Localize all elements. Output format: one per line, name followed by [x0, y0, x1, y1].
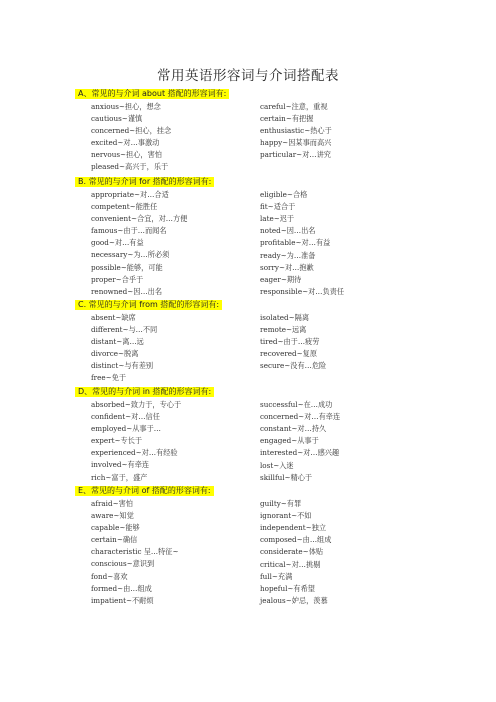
section-b-right-column: [260, 177, 344, 298]
list-item: ignorant~不如: [260, 511, 312, 521]
section-header-c: C. 常见的与介词 from 搭配的形容词有:: [75, 300, 222, 310]
list-item: [260, 300, 326, 312]
section-a-right-column: [260, 101, 332, 161]
list-item: different~与…不同: [91, 325, 158, 335]
list-item: constant~对…持久: [260, 424, 327, 434]
list-item: successful~在…成功: [260, 400, 333, 410]
list-item: eager~期待: [260, 274, 302, 284]
list-item: proper~合乎于: [91, 274, 144, 284]
list-item: eligible~合格: [260, 190, 308, 200]
list-item: pleased~高兴于，乐于: [91, 162, 169, 172]
list-item: isolated~隔离: [260, 313, 310, 323]
list-item: absent~缺席: [91, 313, 136, 322]
list-item: critical~对…挑剔: [260, 559, 321, 569]
section-c-left-column: [91, 312, 157, 385]
section-d-right-column: [260, 387, 340, 484]
list-item: impatient~不耐烦: [91, 595, 154, 605]
list-item: possible~能够，可能: [91, 262, 163, 272]
list-item: careful~注意，重视: [260, 102, 328, 111]
section-e-left-column: [91, 498, 179, 607]
section-b-left-column: [91, 189, 187, 298]
list-item: excited~对…事激动: [91, 138, 160, 148]
list-item: necessary~为…所必须: [91, 250, 170, 260]
list-item: divorce~脱离: [91, 349, 139, 359]
list-item: happy~因某事而高兴: [260, 138, 332, 148]
list-item: tired~由于…疲劳: [260, 337, 320, 347]
list-item: guilty~有罪: [260, 499, 302, 509]
section-header-e: E、常见的与介词 of 搭配的形容词有:: [75, 486, 214, 496]
section-a-left-column: [91, 101, 171, 174]
list-item: absorbed~致力于，专心于: [91, 400, 182, 409]
list-item: experienced~对…有经验: [91, 448, 178, 458]
list-item: distant~离…远: [91, 337, 144, 347]
list-item: noted~因…出名: [260, 226, 316, 236]
section-header-b: B. 常见的与介词 for 搭配的形容词有:: [75, 177, 214, 187]
list-item: expert~专长于: [91, 436, 143, 446]
list-item: formed~由…组成: [91, 583, 152, 593]
list-item: conscious~意识到: [91, 559, 155, 569]
list-item: capable~能够: [91, 523, 140, 533]
list-item: fit~适合于: [260, 202, 296, 212]
list-item: renowned~因…出名: [91, 286, 163, 296]
list-item: recovered~复原: [260, 349, 318, 359]
list-item: certain~确信: [91, 535, 138, 545]
list-item: interested~对…感兴趣: [260, 448, 340, 458]
list-item: composed~由…组成: [260, 535, 332, 545]
list-item: cautious~谨慎: [91, 114, 143, 124]
list-item: afraid~害怕: [91, 499, 133, 508]
list-item: ready~为…准备: [260, 250, 316, 260]
list-item: remote~远离: [260, 325, 307, 335]
list-item: [260, 387, 340, 399]
list-item: concerned~对…有牵连: [260, 412, 341, 422]
list-item: particular~对…讲究: [260, 150, 331, 160]
list-item: jealous~妒忌，羡慕: [260, 595, 328, 605]
list-item: late~迟于: [260, 214, 295, 224]
list-item: characteristic 呈…特征~: [91, 547, 179, 557]
list-item: sorry~对…抱歉: [260, 262, 314, 272]
section-d-left-column: [91, 399, 181, 484]
list-item: lost~入迷: [260, 460, 294, 470]
section-header-d: D、常见的与介词 in 搭配的形容词有:: [75, 387, 214, 397]
section-header-a: A、常见的与介词 about 搭配的形容词有:: [75, 89, 229, 99]
list-item: rich~富于，盛产: [91, 472, 148, 482]
list-item: considerate~体贴: [260, 547, 324, 557]
list-item: nervous~担心，害怕: [91, 150, 162, 160]
list-item: employed~从事于…: [91, 424, 161, 434]
list-item: [260, 486, 331, 498]
list-item: concerned~担心，挂念: [91, 126, 172, 136]
page-title: 常用英语形容词与介词搭配表: [157, 68, 339, 84]
list-item: famous~由于…而闻名: [91, 226, 167, 236]
list-item: enthusiastic~热心于: [260, 126, 332, 136]
list-item: full~充满: [260, 571, 293, 581]
list-item: skillful~精心于: [260, 472, 313, 482]
list-item: anxious~担心，想念: [91, 102, 161, 111]
list-item: involved~有牵连: [91, 460, 150, 470]
list-item: [260, 177, 344, 189]
list-item: distinct~与有差别: [91, 361, 154, 371]
list-item: engaged~从事于: [260, 436, 319, 446]
list-item: certain~有把握: [260, 114, 314, 124]
section-c-right-column: [260, 300, 326, 373]
list-item: responsible~对…负责任: [260, 286, 345, 296]
section-e-right-column: [260, 486, 331, 607]
list-item: fond~喜欢: [91, 571, 128, 581]
list-item: free~免于: [91, 373, 127, 383]
list-item: hopeful~有希望: [260, 583, 315, 593]
list-item: appropriate~对…合适: [91, 190, 169, 199]
list-item: competent~能胜任: [91, 202, 158, 212]
list-item: profitable~对…有益: [260, 238, 331, 248]
list-item: confident~对…信任: [91, 412, 160, 422]
list-item: aware~知觉: [91, 511, 134, 521]
list-item: good~对…有益: [91, 238, 144, 248]
list-item: independent~独立: [260, 523, 327, 533]
list-item: convenient~合宜，对…方便: [91, 214, 188, 224]
list-item: secure~没有…危险: [260, 361, 327, 371]
